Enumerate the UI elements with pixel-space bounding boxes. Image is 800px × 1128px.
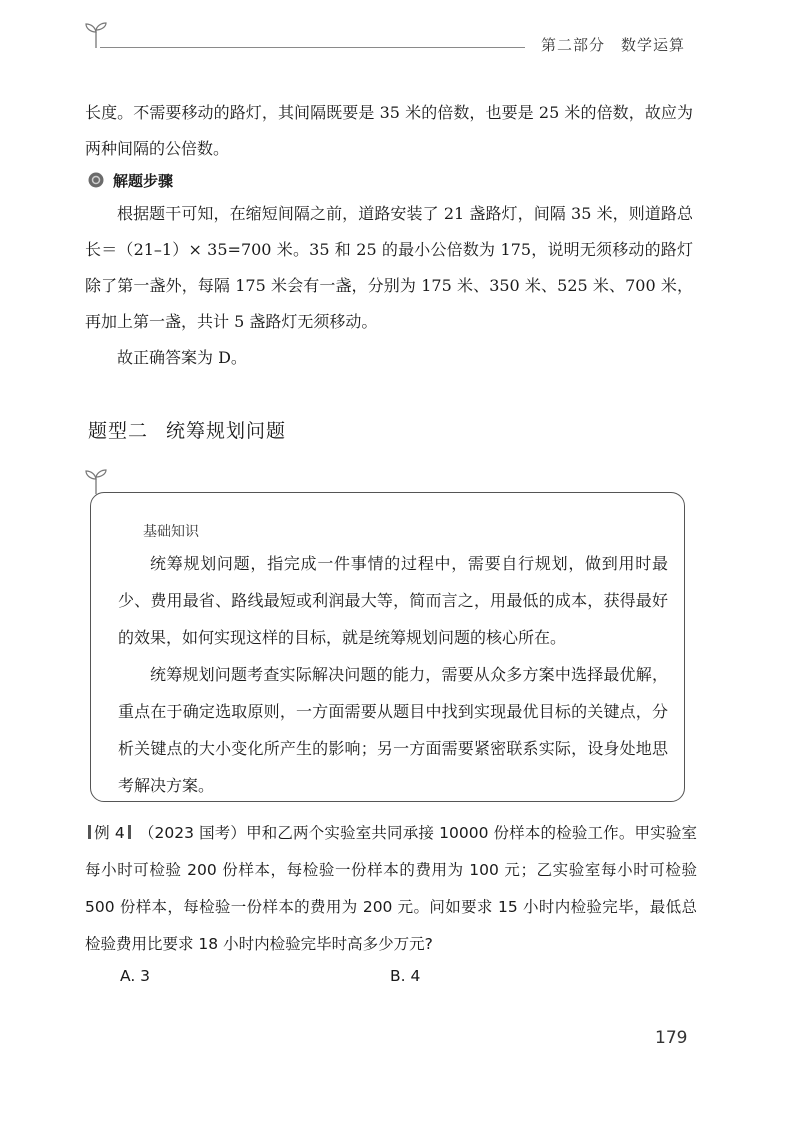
header-rule bbox=[100, 47, 525, 48]
intro-paragraph: 长度。不需要移动的路灯，其间隔既要是 35 米的倍数，也要是 25 米的倍数，故应为两种间隔的公倍数。 bbox=[85, 103, 693, 158]
header-section-title: 第二部分 数学运算 bbox=[541, 36, 686, 54]
steps-badge-icon bbox=[88, 172, 104, 188]
option-a: A. 3 bbox=[120, 967, 151, 985]
example-question bbox=[85, 815, 697, 963]
example-bracket-mark bbox=[128, 825, 131, 839]
knowledge-paragraph-1: 统筹规划问题，指完成一件事情的过程中，需要自行规划，做到用时最少、费用最省、路线最短或利润最大等，简而言之，用最低的成本，获得最好的效果，如何实现这样的目标，就是统筹规划问题的核心所在。 bbox=[118, 554, 668, 647]
section-name: 统筹规划问题 bbox=[166, 420, 287, 442]
section-title bbox=[88, 416, 286, 443]
page-number: 179 bbox=[655, 1028, 688, 1048]
example-bracket-mark bbox=[88, 825, 91, 839]
section-label: 题型二 bbox=[88, 420, 149, 442]
sprout-icon bbox=[82, 20, 110, 50]
example-label: 例 4 bbox=[94, 824, 125, 842]
knowledge-label: 基础知识 bbox=[143, 524, 199, 540]
example-text: （2023 国考）甲和乙两个实验室共同承接 10000 份样本的检验工作。甲实验室每小时可检验 200 份样本，每检验一份样本的费用为 100 元；乙实验室每小时可检验 500 份样本，每检验一份样本的费用为 200 元。问如要求 15 小时内检验完毕，最低总检验费用比要求 18 小时内检验完毕时高多少万元? bbox=[85, 824, 697, 953]
knowledge-paragraph-2: 统筹规划问题考查实际解决问题的能力，需要从众多方案中选择最优解，重点在于确定选取原则，一方面需要从题目中找到实现最优目标的关键点，分析关键点的大小变化所产生的影响；另一方面需要紧密联系实际，设身处地思考解决方案。 bbox=[118, 665, 668, 795]
answer-line: 故正确答案为 D。 bbox=[117, 348, 247, 367]
option-b: B. 4 bbox=[390, 967, 421, 985]
steps-title: 解题步骤 bbox=[113, 172, 174, 190]
steps-paragraph: 根据题干可知，在缩短间隔之前，道路安装了 21 盏路灯，间隔 35 米，则道路总长＝（21–1）× 35=700 米。35 和 25 的最小公倍数为 175，说明无须移动的路灯除了第一盏外，每隔 175 米会有一盏，分别为 175 米、350 米、525 米、700 米，再加上第一盏，共计 5 盏路灯无须移动。 bbox=[85, 204, 693, 331]
